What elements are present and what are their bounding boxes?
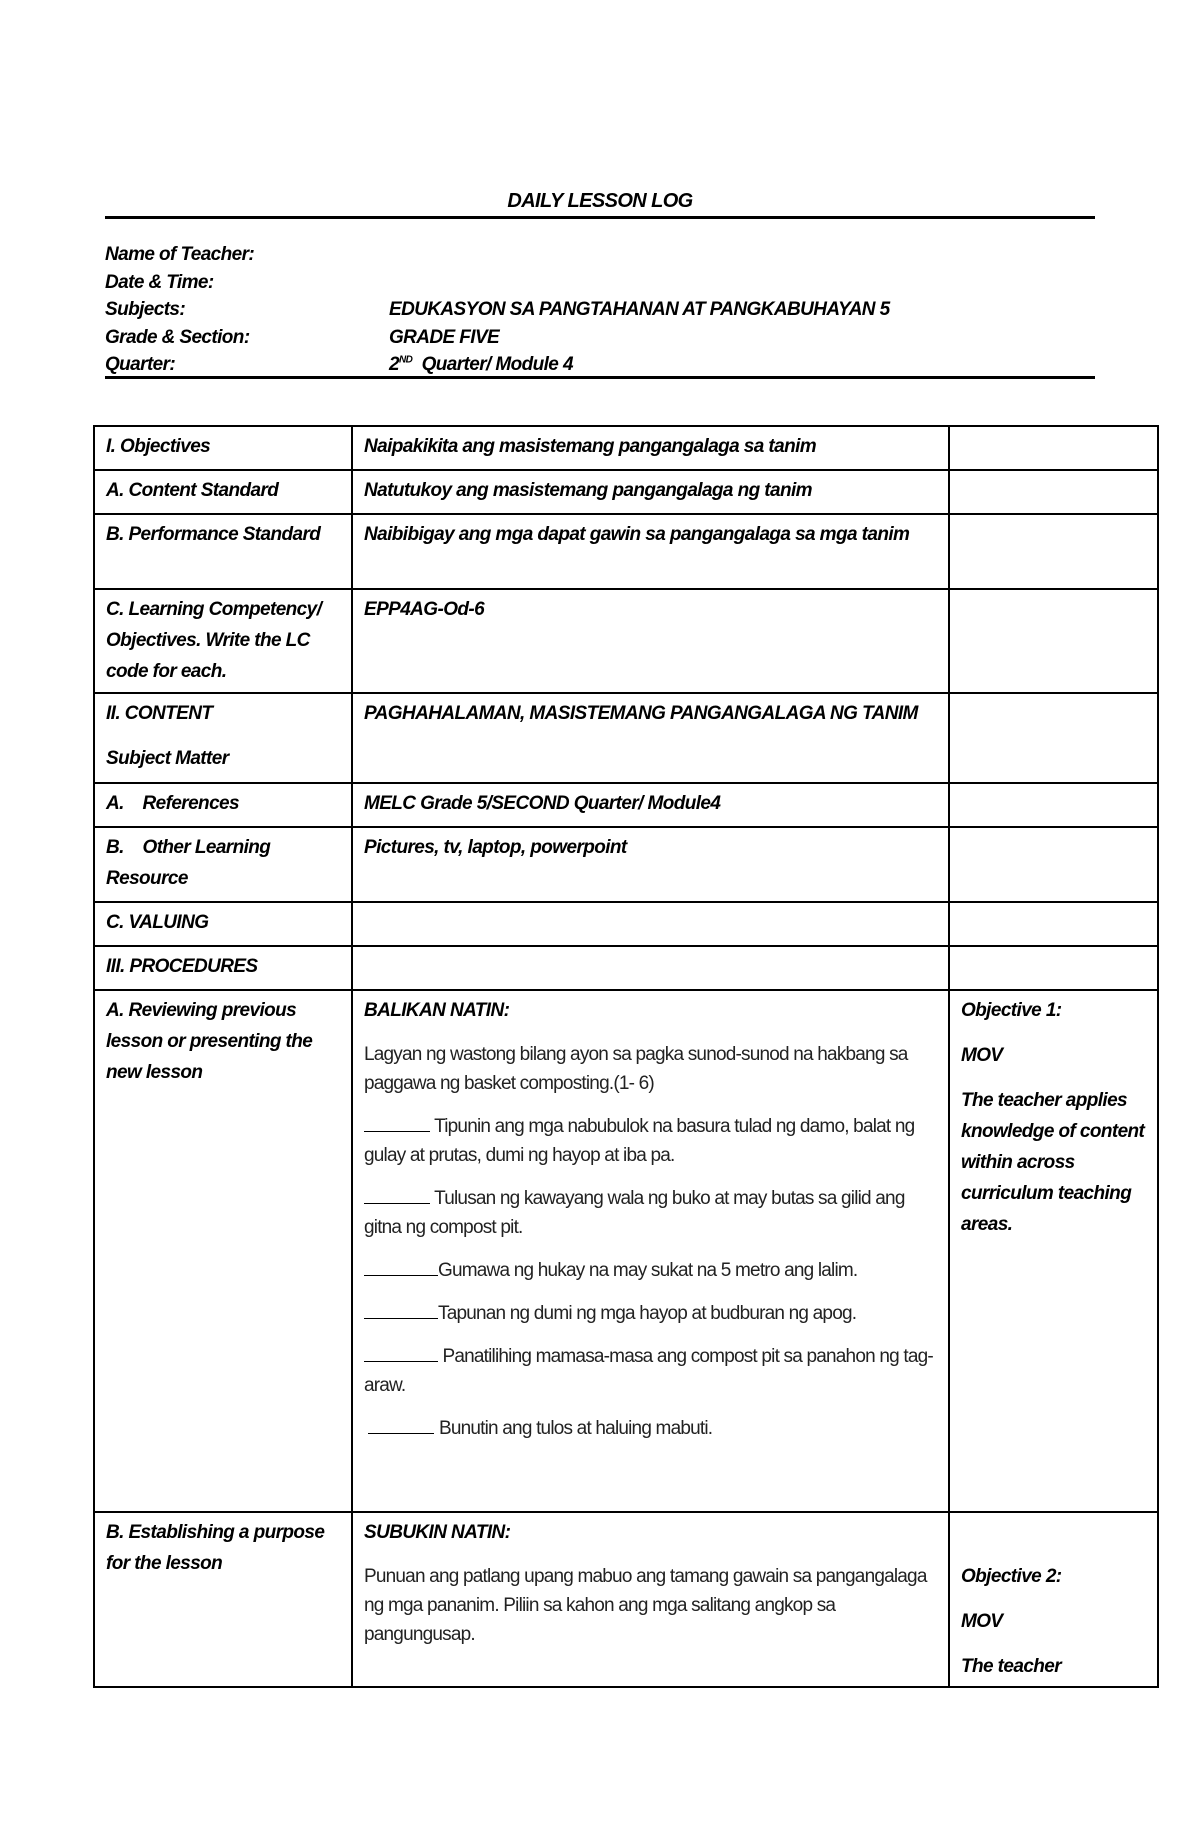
- answer-blank[interactable]: [368, 1415, 434, 1434]
- references-content: MELC Grade 5/SECOND Quarter/ Module4: [352, 783, 949, 827]
- learning-competency-label: C. Learning Competency/ Objectives. Write the LC code for each.: [94, 589, 352, 693]
- header-divider: [105, 376, 1095, 379]
- date-row: [105, 269, 1095, 297]
- list-item: Panatilihing mamasa-masa ang compost pit sa panahon ng tag-araw.: [364, 1342, 939, 1400]
- learning-competency-content: EPP4AG-Od-6: [352, 589, 949, 693]
- content-content: PAGHAHALAMAN, MASISTEMANG PANGANGALAGA NG TANIM: [352, 693, 949, 783]
- content-label-cell: [94, 693, 352, 783]
- table-row-content: [94, 693, 1158, 783]
- teacher-row: [105, 241, 1095, 269]
- table-row-performance-standard: [94, 514, 1158, 589]
- mov-text: The teacher applies knowledge of content within across curriculum teaching areas.: [961, 1090, 1145, 1235]
- answer-blank[interactable]: [364, 1113, 430, 1132]
- document-title: DAILY LESSON LOG: [507, 190, 693, 212]
- reviewing-label: A. Reviewing previous lesson or presenting the new lesson: [94, 990, 352, 1512]
- content-notes: [949, 693, 1158, 783]
- list-item: Bunutin ang tulos at haluing mabuti.: [364, 1414, 939, 1443]
- procedures-notes: [949, 946, 1158, 990]
- list-item: Tipunin ang mga nabubulok na basura tulad ng damo, balat ng gulay at prutas, dumi ng hayop at iba pa.: [364, 1112, 939, 1170]
- content-standard-label: A. Content Standard: [94, 470, 352, 514]
- table-row-reviewing: [94, 990, 1158, 1512]
- objective-1-label: Objective 1:: [961, 1000, 1062, 1021]
- reviewing-heading: BALIKAN NATIN:: [364, 1000, 510, 1021]
- performance-standard-notes: [949, 514, 1158, 589]
- answer-blank[interactable]: [364, 1185, 430, 1204]
- establishing-notes: [949, 1512, 1158, 1687]
- quarter-ordinal: ND: [398, 354, 413, 366]
- subjects-row: [105, 296, 1095, 324]
- lesson-table: [93, 425, 1159, 1688]
- quarter-row: [105, 351, 1095, 379]
- valuing-notes: [949, 902, 1158, 946]
- list-item: Tulusan ng kawayang wala ng buko at may butas sa gilid ang gitna ng compost pit.: [364, 1184, 939, 1242]
- performance-standard-content: Naibibigay ang mga dapat gawin sa pangangalaga sa mga tanim: [352, 514, 949, 589]
- table-row-establishing: [94, 1512, 1158, 1687]
- learning-competency-notes: [949, 589, 1158, 693]
- answer-blank[interactable]: [364, 1300, 438, 1319]
- subjects-value: EDUKASYON SA PANGTAHANAN AT PANGKABUHAYAN 5: [389, 299, 890, 320]
- grade-value: GRADE FIVE: [389, 326, 500, 348]
- grade-label: Grade & Section:: [105, 326, 250, 348]
- grade-row: [105, 324, 1095, 352]
- establishing-instruction: Punuan ang patlang upang mabuo ang tamang gawain sa pangangalaga ng mga pananim. Piliin sa kahon ang mga salitang angkop sa pangungusap.: [364, 1566, 927, 1645]
- reviewing-content: [352, 990, 949, 1512]
- objectives-notes: [949, 426, 1158, 470]
- table-row-valuing: [94, 902, 1158, 946]
- reviewing-notes: [949, 990, 1158, 1512]
- mov-text: The teacher: [961, 1656, 1062, 1677]
- valuing-label: C. VALUING: [94, 902, 352, 946]
- quarter-module: Quarter/ Module 4: [421, 354, 573, 375]
- references-label: A. References: [94, 783, 352, 827]
- header-info: [105, 241, 1095, 379]
- procedures-label: III. PROCEDURES: [94, 946, 352, 990]
- quarter-label: Quarter:: [105, 354, 176, 375]
- list-item: Gumawa ng hukay na may sukat na 5 metro ang lalim.: [364, 1256, 939, 1285]
- title-divider: [105, 216, 1095, 219]
- answer-blank[interactable]: [364, 1343, 438, 1362]
- objective-2-label: Objective 2:: [961, 1566, 1062, 1587]
- objectives-label: I. Objectives: [94, 426, 352, 470]
- valuing-content: [352, 902, 949, 946]
- other-resources-label: B. Other Learning Resource: [94, 827, 352, 902]
- table-row-other-resources: [94, 827, 1158, 902]
- subject-matter-label: Subject Matter: [106, 748, 229, 769]
- content-standard-notes: [949, 470, 1158, 514]
- quarter-number: 2: [389, 354, 399, 375]
- other-resources-notes: [949, 827, 1158, 902]
- establishing-content: [352, 1512, 949, 1687]
- subjects-label: Subjects:: [105, 299, 186, 320]
- procedures-content: [352, 946, 949, 990]
- table-row-content-standard: [94, 470, 1158, 514]
- establishing-heading: SUBUKIN NATIN:: [364, 1522, 511, 1543]
- quarter-value: [389, 351, 573, 379]
- performance-standard-label: B. Performance Standard: [94, 514, 352, 589]
- content-label: II. CONTENT: [106, 703, 213, 724]
- content-standard-content: Natutukoy ang masistemang pangangalaga ng tanim: [352, 470, 949, 514]
- table-row-learning-competency: [94, 589, 1158, 693]
- table-row-objectives: [94, 426, 1158, 470]
- teacher-label: Name of Teacher:: [105, 244, 255, 265]
- answer-blank[interactable]: [364, 1257, 438, 1276]
- list-item: Tapunan ng dumi ng mga hayop at budburan ng apog.: [364, 1299, 939, 1328]
- objectives-content: Naipakikita ang masistemang pangangalaga sa tanim: [352, 426, 949, 470]
- date-label: Date & Time:: [105, 271, 214, 293]
- mov-label: MOV: [961, 1045, 1003, 1066]
- references-notes: [949, 783, 1158, 827]
- establishing-label: B. Establishing a purpose for the lesson: [94, 1512, 352, 1687]
- other-resources-content: Pictures, tv, laptop, powerpoint: [352, 827, 949, 902]
- table-row-references: [94, 783, 1158, 827]
- mov-label: MOV: [961, 1611, 1003, 1632]
- table-row-procedures: [94, 946, 1158, 990]
- reviewing-instruction: Lagyan ng wastong bilang ayon sa pagka sunod-sunod na hakbang sa paggawa ng basket composting.(1- 6): [364, 1044, 908, 1094]
